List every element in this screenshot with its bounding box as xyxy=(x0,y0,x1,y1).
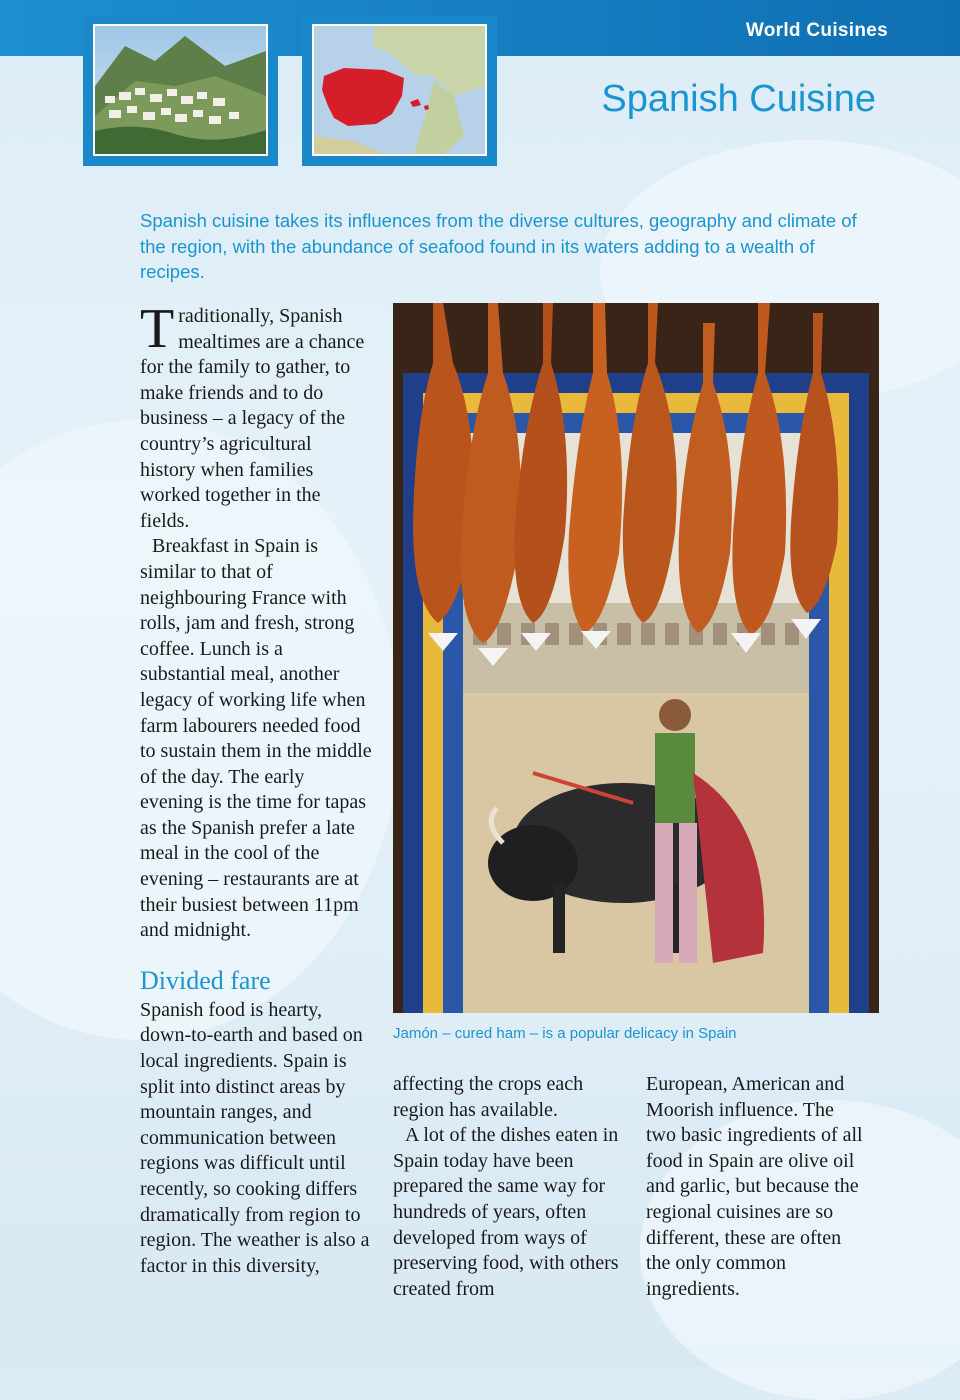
paragraph: Spanish food is hearty, down-to-earth and based on local ingredients. Spain is split into distinct areas by mountain ranges, and communication between regions was difficult until recently, so cooking differs dramatically from region to region. The weather is also a factor in this diversity, xyxy=(140,998,370,1277)
section-label: World Cuisines xyxy=(745,20,888,41)
main-photo xyxy=(393,303,879,1013)
photo-caption: Jamón – cured ham – is a popular delicacy in Spain xyxy=(393,1025,737,1042)
article-column-3 xyxy=(646,1072,866,1302)
paragraph-text: raditionally, Spanish mealtimes are a chance for the family to gather, to make friends and to do business – a legacy of the country’s agricultural history when families worked together in the fields. xyxy=(140,305,365,532)
village-photo-frame xyxy=(83,16,278,166)
subheading: Divided fare xyxy=(140,965,271,995)
map-photo-frame xyxy=(302,16,497,166)
village-photo xyxy=(93,24,268,156)
paragraph xyxy=(140,298,372,534)
spain-map-image xyxy=(314,26,485,154)
page-title: Spanish Cuisine xyxy=(601,78,876,120)
drop-cap: T xyxy=(140,298,175,360)
paragraph: A lot of the dishes eaten in Spain today have been prepared the same way for hundreds of years, often developed from ways of preserving food, with others created from xyxy=(393,1124,619,1300)
intro-paragraph: Spanish cuisine takes its influences from the diverse cultures, geography and climate of the region, with the abundance of seafood found in its waters adding to a wealth of recipes. xyxy=(140,210,857,282)
article-column-1 xyxy=(140,298,372,1279)
spain-map xyxy=(312,24,487,156)
village-photo-image xyxy=(95,26,266,154)
paragraph: European, American and Moorish influence. The two basic ingredients of all food in Spain are olive oil and garlic, but because the regional cuisines are so different, these are often the only common ingredients. xyxy=(646,1073,863,1300)
paragraph: Breakfast in Spain is similar to that of neighbouring France with rolls, jam and fresh, strong coffee. Lunch is a substantial meal, another legacy of working life when farm labourers needed food to sustain them in the middle of the day. The early evening is the time for tapas as the Spanish prefer a late meal in the cool of the evening – restaurants are at their busiest between 11pm and midnight. xyxy=(140,535,372,942)
article-column-2 xyxy=(393,1072,628,1302)
ham-photo-image xyxy=(393,303,879,1013)
paragraph: affecting the crops each region has available. xyxy=(393,1073,584,1121)
